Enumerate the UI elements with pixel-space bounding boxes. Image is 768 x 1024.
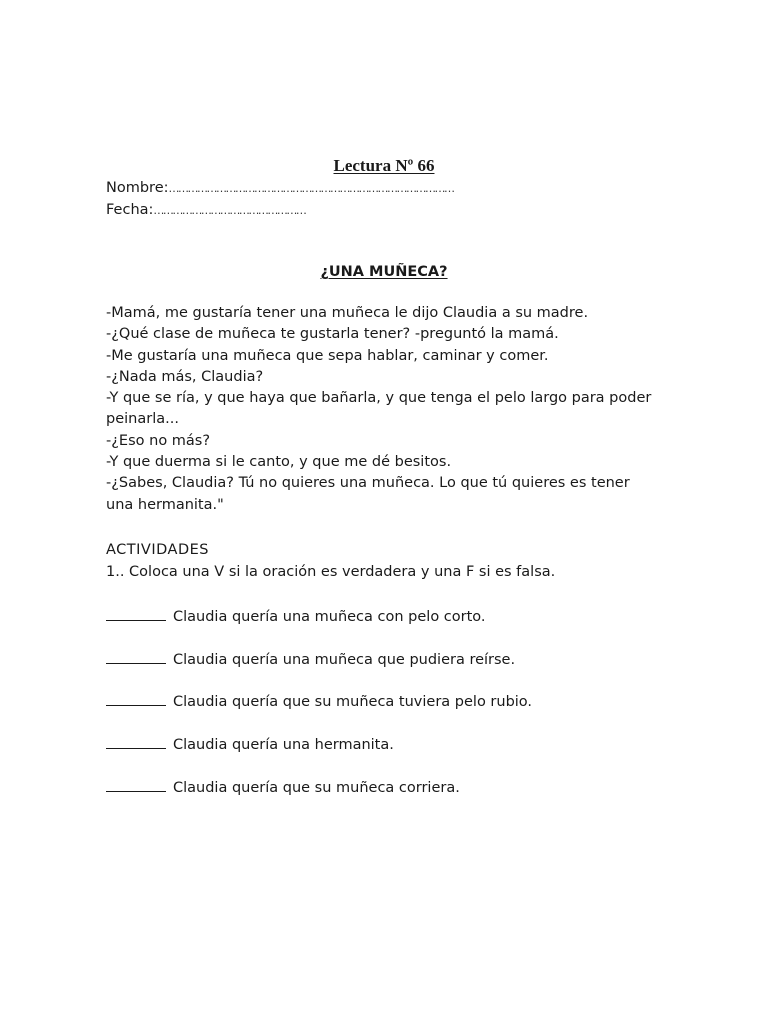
story-line: -Me gustaría una muñeca que sepa hablar, caminar y comer. xyxy=(106,347,549,364)
story-line: una hermanita." xyxy=(106,496,224,513)
answer-blank[interactable] xyxy=(106,649,166,664)
activities-title: ACTIVIDADES xyxy=(106,542,209,558)
answer-blank[interactable] xyxy=(106,606,166,621)
activities-section xyxy=(106,540,666,583)
true-false-item xyxy=(106,734,394,753)
story-line: -Mamá, me gustaría tener una muñeca le dijo Claudia a su madre. xyxy=(106,305,589,321)
item-statement: Claudia quería una muñeca con pelo corto. xyxy=(173,609,486,625)
story-title: ¿UNA MUÑECA? xyxy=(320,264,448,280)
answer-blank[interactable] xyxy=(106,691,166,706)
story-line: -Y que se ría, y que haya que bañarla, y que tenga el pelo largo para poder xyxy=(106,390,652,407)
story-text xyxy=(106,303,666,516)
item-statement: Claudia quería que su muñeca corriera. xyxy=(173,780,460,796)
item-statement: Claudia quería una hermanita. xyxy=(173,737,394,753)
nombre-label: Nombre: xyxy=(106,180,169,196)
story-line: -¿Eso no más? xyxy=(106,432,211,449)
fecha-field[interactable] xyxy=(106,202,305,218)
nombre-field[interactable] xyxy=(106,180,454,196)
activities-instruction: 1.. Coloca una V si la oración es verdadera y una F si es falsa. xyxy=(106,563,556,580)
answer-blank[interactable] xyxy=(106,734,166,749)
true-false-item xyxy=(106,649,515,668)
story-line: -Y que duerma si le canto, y que me dé besitos. xyxy=(106,454,452,471)
story-line: -¿Qué clase de muñeca te gustarla tener? -preguntó la mamá. xyxy=(106,326,559,343)
true-false-item xyxy=(106,777,460,796)
nombre-blank[interactable]: ……………………………………………………………………………… xyxy=(168,182,454,195)
story-line: -¿Sabes, Claudia? Tú no quieres una muñeca. Lo que tú quieres es tener xyxy=(106,475,630,492)
answer-blank[interactable] xyxy=(106,777,166,792)
page-title: Lectura Nº 66 xyxy=(333,156,435,175)
true-false-item xyxy=(106,691,532,710)
fecha-label: Fecha: xyxy=(106,202,154,218)
item-statement: Claudia quería que su muñeca tuviera pelo rubio. xyxy=(173,694,533,710)
item-statement: Claudia quería una muñeca que pudiera reírse. xyxy=(173,652,516,668)
fecha-blank[interactable]: ………………………………………… xyxy=(153,204,306,217)
story-line: peinarla... xyxy=(106,411,179,428)
story-line: -¿Nada más, Claudia? xyxy=(106,368,264,385)
true-false-item xyxy=(106,606,486,625)
